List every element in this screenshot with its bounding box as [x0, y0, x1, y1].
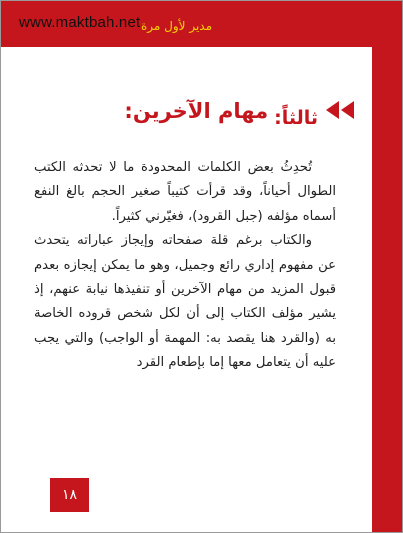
double-arrow-icon — [326, 101, 354, 119]
arrow-left-icon — [341, 101, 354, 119]
watermark: www.maktbah.net — [19, 14, 141, 31]
running-head: مدير لأول مرة — [141, 19, 213, 33]
side-bar — [372, 1, 402, 532]
page-number: ١٨ — [50, 478, 89, 512]
header-bar — [1, 1, 372, 47]
section-number: ثالثاً: — [274, 107, 318, 129]
section-title: مهام الآخرين: — [124, 99, 269, 123]
arrow-left-icon — [326, 101, 339, 119]
section-heading — [124, 99, 354, 129]
paragraph: تُحدِثُ بعض الكلمات المحدودة ما لا تحدثه الكتب الطوال أحياناً، وقد قرأت كتيباً صغير الحجم بالغ النفع أسماه مؤلفه (جبل القرود)، فغيّرني كثيراً. — [34, 160, 336, 224]
body-text — [34, 156, 336, 376]
paragraph: والكتاب برغم قلة صفحاته وإيجاز عباراته يتحدث عن مفهوم إداري رائع وجميل، وهو ما يمكن إيجازه بعدم قبول المزيد من مهام الآخرين أو تنفيذها نيابة عنهم، إذ يشير مؤلف الكتاب إلى أن لكل شخص قروده الخاصة به (والقرد هنا يقصد به: المهمة أو الواجب) والتي يجب عليه أن يتعامل معها إما بإطعام القرد — [34, 233, 336, 371]
